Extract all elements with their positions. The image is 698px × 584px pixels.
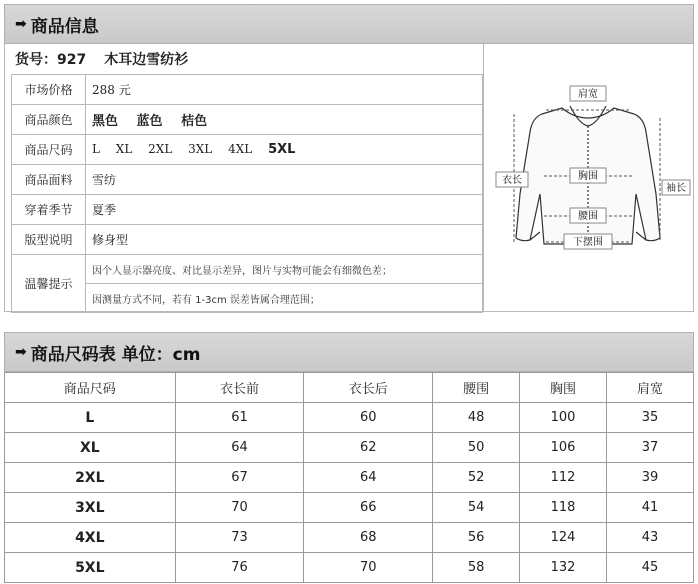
table-cell: 43 <box>607 523 694 553</box>
spec-label: 商品颜色 <box>12 105 86 135</box>
table-cell: 50 <box>433 433 520 463</box>
product-info-title: 商品信息 <box>30 16 99 37</box>
table-cell: 118 <box>520 493 607 523</box>
diagram-label-chest: 胸围 <box>578 171 598 182</box>
spec-row-sizes <box>12 135 483 165</box>
spec-value-fabric: 雪纺 <box>86 165 483 195</box>
product-info-header <box>4 4 694 44</box>
table-row <box>5 433 694 463</box>
table-cell: 112 <box>520 463 607 493</box>
table-cell: 45 <box>607 553 694 583</box>
spec-value-season: 夏季 <box>86 195 483 225</box>
color-option: 蓝色 <box>136 114 163 129</box>
diagram-label-waist: 腰围 <box>578 211 598 222</box>
notice-label: 温馨提示 <box>12 255 86 313</box>
size-cell: L <box>5 403 176 433</box>
table-cell: 56 <box>433 523 520 553</box>
size-cell: 4XL <box>5 523 176 553</box>
table-cell: 67 <box>175 463 304 493</box>
column-header: 胸围 <box>520 373 607 403</box>
size-cell: 3XL <box>5 493 176 523</box>
table-row <box>5 463 694 493</box>
notice-line: 因个人显示器亮度、对比显示差异，图片与实物可能会有细微色差； <box>86 255 483 284</box>
column-header: 商品尺码 <box>5 373 176 403</box>
measurement-diagram <box>483 44 694 311</box>
size-option: 5XL <box>268 142 296 157</box>
size-cell: 5XL <box>5 553 176 583</box>
diagram-label-length: 衣长 <box>502 175 522 186</box>
table-cell: 70 <box>304 553 433 583</box>
table-cell: 64 <box>304 463 433 493</box>
spec-label: 商品尺码 <box>12 135 86 165</box>
table-cell: 73 <box>175 523 304 553</box>
spec-value-fit: 修身型 <box>86 225 483 255</box>
table-cell: 64 <box>175 433 304 463</box>
column-header: 衣长后 <box>304 373 433 403</box>
size-chart-table <box>4 372 694 583</box>
sku-name: 木耳边雪纺衫 <box>104 52 189 68</box>
table-row <box>5 403 694 433</box>
notice-line: 因测量方式不同，若有 1-3cm 误差皆属合理范围； <box>86 284 483 313</box>
table-cell: 52 <box>433 463 520 493</box>
size-chart-title: 商品尺码表 单位：cm <box>30 344 201 365</box>
table-cell: 58 <box>433 553 520 583</box>
table-cell: 66 <box>304 493 433 523</box>
product-info-box <box>4 44 694 312</box>
size-option: 2XL <box>148 142 173 156</box>
spec-row-fabric <box>12 165 483 195</box>
spec-value-price: 288 元 <box>86 75 483 105</box>
table-cell: 61 <box>175 403 304 433</box>
table-row <box>5 523 694 553</box>
spec-row-price <box>12 75 483 105</box>
table-cell: 60 <box>304 403 433 433</box>
spec-row-colors <box>12 105 483 135</box>
size-cell: XL <box>5 433 176 463</box>
color-option: 黑色 <box>92 114 119 129</box>
spec-row-season <box>12 195 483 225</box>
spec-label: 版型说明 <box>12 225 86 255</box>
size-chart-header <box>4 332 694 372</box>
table-cell: 62 <box>304 433 433 463</box>
size-cell: 2XL <box>5 463 176 493</box>
table-cell: 100 <box>520 403 607 433</box>
table-cell: 35 <box>607 403 694 433</box>
table-cell: 48 <box>433 403 520 433</box>
spec-row-fit <box>12 225 483 255</box>
shirt-diagram <box>484 44 695 311</box>
table-cell: 39 <box>607 463 694 493</box>
size-option: L <box>92 142 100 156</box>
table-cell: 37 <box>607 433 694 463</box>
table-cell: 124 <box>520 523 607 553</box>
sku-label: 货号：927 <box>15 52 87 68</box>
table-cell: 132 <box>520 553 607 583</box>
spec-row-notice <box>12 255 483 284</box>
spec-label: 穿着季节 <box>12 195 86 225</box>
table-cell: 106 <box>520 433 607 463</box>
arrow-right-icon: ➡ <box>15 16 27 32</box>
column-header: 衣长前 <box>175 373 304 403</box>
spec-label: 商品面料 <box>12 165 86 195</box>
sku-row <box>5 44 483 74</box>
diagram-label-hem: 下摆围 <box>573 237 603 248</box>
spec-value-sizes <box>86 135 483 165</box>
arrow-right-icon: ➡ <box>15 344 27 360</box>
table-cell: 41 <box>607 493 694 523</box>
size-option: 3XL <box>188 142 213 156</box>
diagram-label-sleeve: 袖长 <box>666 183 686 194</box>
size-chart-header-row <box>5 373 694 403</box>
column-header: 腰围 <box>433 373 520 403</box>
table-cell: 76 <box>175 553 304 583</box>
size-option: XL <box>115 142 133 156</box>
table-cell: 70 <box>175 493 304 523</box>
column-header: 肩宽 <box>607 373 694 403</box>
table-row <box>5 553 694 583</box>
spec-label: 市场价格 <box>12 75 86 105</box>
spec-value-colors <box>86 105 483 135</box>
size-option: 4XL <box>228 142 253 156</box>
table-row <box>5 493 694 523</box>
color-option: 桔色 <box>181 114 208 129</box>
spec-table <box>11 74 483 313</box>
table-cell: 68 <box>304 523 433 553</box>
table-cell: 54 <box>433 493 520 523</box>
diagram-label-shoulder: 肩宽 <box>578 89 598 100</box>
